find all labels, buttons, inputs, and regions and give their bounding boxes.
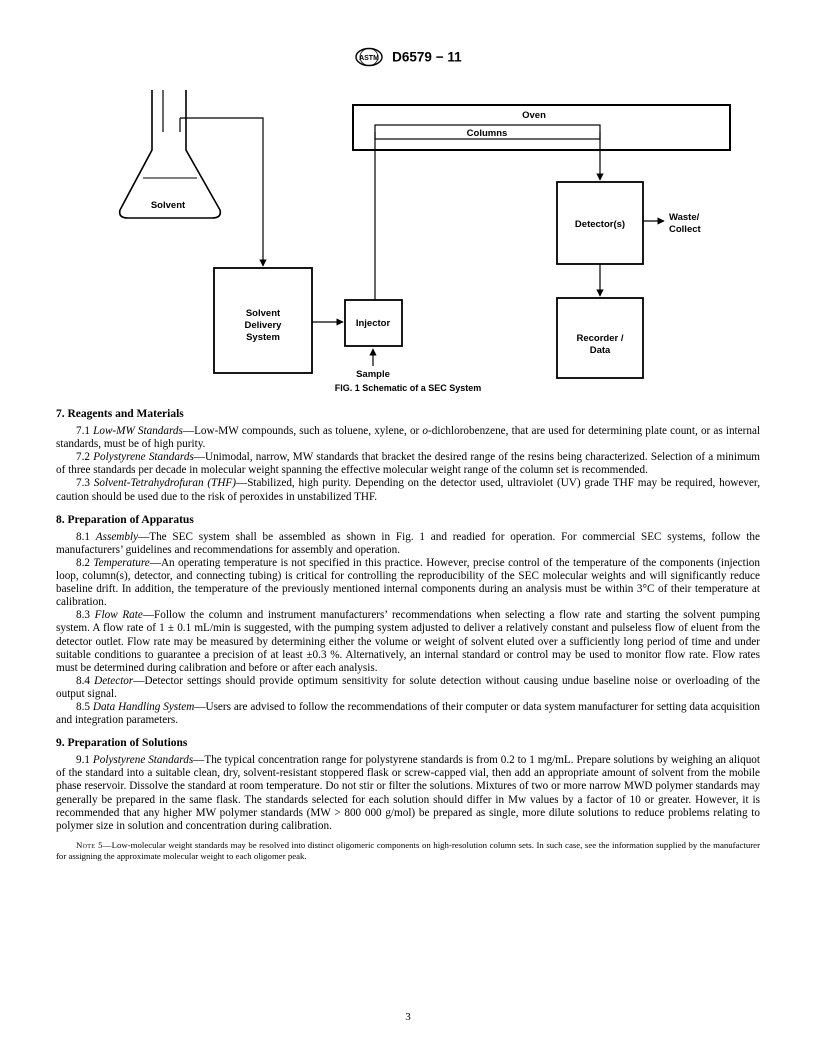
paragraph-8-3: 8.3 Flow Rate—Follow the column and instrument manufacturers’ recommendations when selecting a flow rate and starting the solvent pumping system. A flow rate of 1 ± 0.1 mL/min is suggested, with the pumping system adjusted to deliver a relatively constant and pulseless flow of eluent from the detector outlet. Flow rate may be measured by determining either the volume or weight of solvent eluted over a sufficiently long period of time and under suitable conditions to guarantee a precision of at least ±0.3 %. Alternatively, an internal standard or control may be used to monitor flow rate. Flow rates must be determined during calibration and before or after each analysis. [56,609,760,674]
detector-label: Detector(s) [574,219,626,230]
section-9-heading: 9. Preparation of Solutions [56,737,188,750]
page-number: 3 [405,1011,411,1023]
paragraph-9-1: 9.1 Polystyrene Standards—The typical concentration range for polystyrene standards is from 0.2 to 1 mg/mL. Prepare solutions by weighing an aliquot of the standard into a suitable clean, dry, solvent-resistant stoppered flask or screw-capped vial, then add an appropriate amount of solvent from the mobile phase reservoir. Dissolve the standard at room temperature. Do not stir or filter the solutions. Mixtures of two or more narrow MWD polymer standards may generally be prepared in the same flask. The standards selected for each solution should differ in Mw values by a factor of 10 or greater. However, it is recommended that any higher MW polymer standards (MW > 800 000 g/mol) be prepared as single, more dilute solutions to reduce problems relating to polymer size in solution and concentration during calibration. [56,754,761,832]
paragraph-8-4: 8.4 Detector—Detector settings should provide optimum sensitivity for solute detection without causing undue baseline noise or overloading of the output signal. [56,674,761,700]
recorder-label-line2: Data [589,345,611,356]
document-body [56,408,760,862]
solvent-flask-icon [120,90,221,218]
svg-text:ASTM: ASTM [359,55,380,62]
paragraph-7-3: 7.3 Solvent-Tetrahydrofuran (THF)—Stabilized, high purity. Depending on the detector used, ultraviolet (UV) grade THF may be required, however, caution should be used due to the risk of peroxides in unstabilized THF. [56,477,760,503]
paragraph-8-2: 8.2 Temperature—An operating temperature is not specified in this practice. However, precise control of the temperature of the components (injection loop, column(s), detector, and connecting tubing) is critical for controlling the reproducibility of the SEC molecular weights and will significantly reduce baseline drift. In addition, the temperature of the previously mentioned internal components during an analysis must be within 3°C of their temperature at calibration. [56,556,760,609]
columns-label: Columns [466,128,508,139]
oven-label: Oven [522,110,546,121]
figure-caption: FIG. 1 Schematic of a SEC System [334,383,482,393]
paragraph-8-5: 8.5 Data Handling System—Users are advised to follow the recommendations of their computer or data system manufacturer for setting data acquisition and integration parameters. [56,700,761,727]
solvent-delivery-label-line1: Solvent [245,308,281,319]
solvent-delivery-label-line3: System [246,332,280,343]
waste-label-line2: Collect [669,224,701,235]
sample-label: Sample [356,369,390,380]
section-7-heading: 7. Reagents and Materials [56,408,184,420]
sec-system-schematic [0,0,816,400]
flask-to-pump-line [180,118,263,266]
document-designation: D6579 − 11 [392,49,462,65]
paragraph-8-1: 8.1 Assembly—The SEC system shall be assembled as shown in Fig. 1 and readied for operation. For commercial SEC systems, follow the manufacturers’ guidelines and recommendations for assembly and operation. [56,530,760,556]
paragraph-7-1: 7.1 Low-MW Standards—Low-MW compounds, such as toluene, xylene, or o-dichlorobenzene, that are used for determining plate count, or as internal standards, must be of high purity. [56,425,761,451]
solvent-delivery-label-line2: Delivery [244,320,282,331]
injector-label: Injector [355,318,391,329]
paragraph-7-2: 7.2 Polystyrene Standards—Unimodal, narrow, MW standards that bracket the desired range of the resins being characterized. Selection of a minimum of three standards per decade in molecular weight spanning the effective molecular weight range of the column set is recommended. [56,451,761,477]
solvent-label: Solvent [150,200,186,211]
recorder-label-line1: Recorder / [576,333,624,344]
note-5: Note 5—Low-molecular weight standards may be resolved into distinct oligomeric components on high-resolution column sets. In such case, see the information supplied by the manufacturer for assigning the approximate molecular weight to each oligomer peak. [56,839,760,861]
waste-label-line1: Waste/ [669,212,700,223]
section-8-heading: 8. Preparation of Apparatus [56,513,194,526]
